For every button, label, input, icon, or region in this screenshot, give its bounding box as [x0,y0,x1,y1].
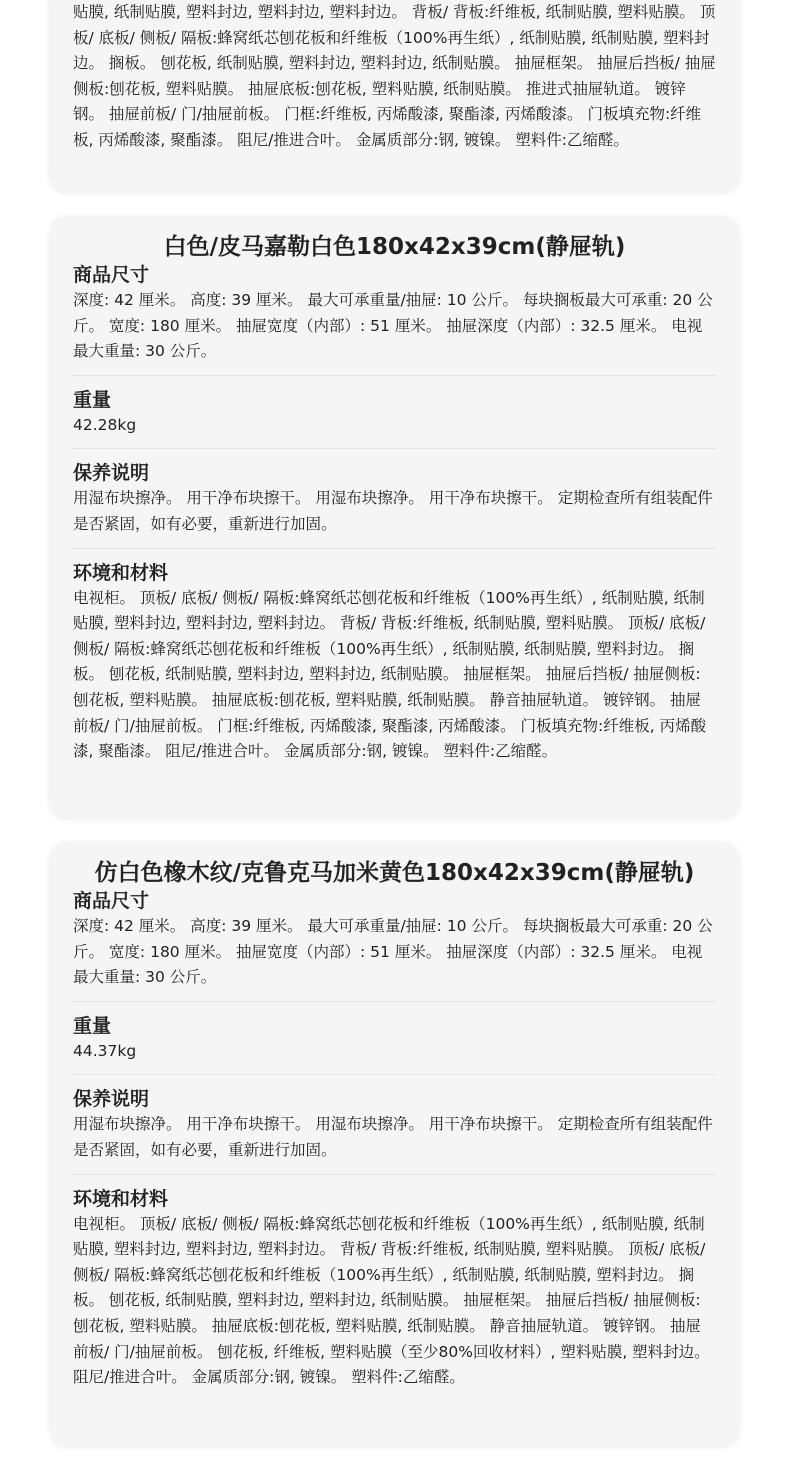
variant-title: 仿白色橡木纹/克鲁克马加米黄色180x42x39cm(静屉轨) [94,860,695,886]
weight-heading: 重量 [73,388,112,411]
divider [73,448,716,449]
weight-value: 42.28kg [73,415,137,434]
care-heading: 保养说明 [73,462,150,485]
divider [73,548,716,549]
dimensions-heading: 商品尺寸 [73,890,150,912]
care-heading: 保养说明 [73,1088,150,1111]
dimensions-text: 深度: 42 厘米。 高度: 39 厘米。 最大可承重量/抽屉: 10 公斤。 每块搁板最大可承重: 20 公斤。 宽度: 180 厘米。 抽屉宽度（内部）: 51 厘米。 抽屉深度（内部）: 32.5 厘米。 电视最大重量: 30 公斤。 [73,291,713,361]
product-card-oak [49,842,740,1448]
materials-text: 电视柜。 顶板/ 底板/ 侧板/ 隔板:蜂窝纸芯刨花板和纤维板（100%再生纸）, 纸制贴膜, 纸制贴膜, 塑料封边, 塑料封边, 塑料封边。 背板/ 背板:纤维板, 纸制贴膜, 塑料贴膜。 顶板/ 底板/ 侧板/ 隔板:蜂窝纸芯刨花板和纤维板（100%再生纸）, 纸制贴膜, 纸制贴膜, 塑料封边。 搁板。 刨花板, 纸制贴膜, 塑料封边, 塑料封边, 纸制贴膜。 抽屉框架。 抽屉后挡板/ 抽屉侧板:刨花板, 塑料贴膜。 抽屉底板:刨花板, 塑料贴膜, 纸制贴膜。 静音抽屉轨道。 镀锌钢。 抽屉前板/ 门/抽屉前板。 刨花板, 纤维板, 塑料贴膜（至少80%回收材料）, 塑料贴膜, 塑料封边。 阻尼/推进合叶。 金属质部分:钢, 镀镍。 塑料件:乙缩醛。 [73,1214,710,1387]
divider [73,1174,716,1175]
materials-text: 电视柜。 顶板/ 底板/ 侧板/ 隔板:蜂窝纸芯刨花板和纤维板（100%再生纸）, 纸制贴膜, 纸制贴膜, 塑料封边, 塑料封边, 塑料封边。 背板/ 背板:纤维板, 纸制贴膜, 塑料贴膜。 顶板/ 底板/ 侧板/ 隔板:蜂窝纸芯刨花板和纤维板（100%再生纸）, 纸制贴膜, 纸制贴膜, 塑料封边。 搁板。 刨花板, 纸制贴膜, 塑料封边, 塑料封边, 纸制贴膜。 抽屉框架。 抽屉后挡板/ 抽屉侧板:刨花板, 塑料贴膜。 抽屉底板:刨花板, 塑料贴膜, 纸制贴膜。 静音抽屉轨道。 镀锌钢。 抽屉前板/ 门/抽屉前板。 门框:纤维板, 丙烯酸漆, 聚酯漆, 丙烯酸漆。 门板填充物:纤维板, 丙烯酸漆, 聚酯漆。 阻尼/推进合叶。 金属质部分:钢, 镀镍。 塑料件:乙缩醛。 [73,588,707,761]
materials-text: 贴膜, 纸制贴膜, 塑料封边, 塑料封边, 塑料封边。 背板/ 背板:纤维板, 纸制贴膜, 塑料贴膜。 顶板/ 底板/ 侧板/ 隔板:蜂窝纸芯刨花板和纤维板（100%再生纸）, 纸制贴膜, 纸制贴膜, 塑料封边。 搁板。 刨花板, 纸制贴膜, 塑料封边, 塑料封边, 纸制贴膜。 抽屉框架。 抽屉后挡板/ 抽屉侧板:刨花板, 塑料贴膜。 抽屉底板:刨花板, 塑料贴膜, 纸制贴膜。 推进式抽屉轨道。 镀锌钢。 抽屉前板/ 门/抽屉前板。 门框:纤维板, 丙烯酸漆, 聚酯漆, 丙烯酸漆。 门板填充物:纤维板, 丙烯酸漆, 聚酯漆。 阻尼/推进合叶。 金属质部分:钢, 镀镍。 塑料件:乙缩醛。 [73,3,716,149]
weight-value: 44.37kg [73,1041,137,1060]
variant-title: 白色/皮马嘉勒白色180x42x39cm(静屉轨) [163,234,626,260]
materials-heading: 环境和材料 [73,561,169,584]
divider [73,375,716,376]
product-card-white [49,216,740,820]
product-card-partial [49,0,740,194]
care-text: 用湿布块擦净。 用干净布块擦干。 用湿布块擦净。 用干净布块擦干。 定期检查所有组装配件是否紧固，如有必要，重新进行加固。 [73,1115,713,1159]
dimensions-heading: 商品尺寸 [73,264,150,286]
divider [73,1001,716,1002]
dimensions-text: 深度: 42 厘米。 高度: 39 厘米。 最大可承重量/抽屉: 10 公斤。 每块搁板最大可承重: 20 公斤。 宽度: 180 厘米。 抽屉宽度（内部）: 51 厘米。 抽屉深度（内部）: 32.5 厘米。 电视最大重量: 30 公斤。 [73,917,713,987]
materials-heading: 环境和材料 [73,1187,169,1210]
divider [73,1074,716,1075]
weight-heading: 重量 [73,1014,112,1037]
care-text: 用湿布块擦净。 用干净布块擦干。 用湿布块擦净。 用干净布块擦干。 定期检查所有组装配件是否紧固，如有必要，重新进行加固。 [73,489,713,533]
